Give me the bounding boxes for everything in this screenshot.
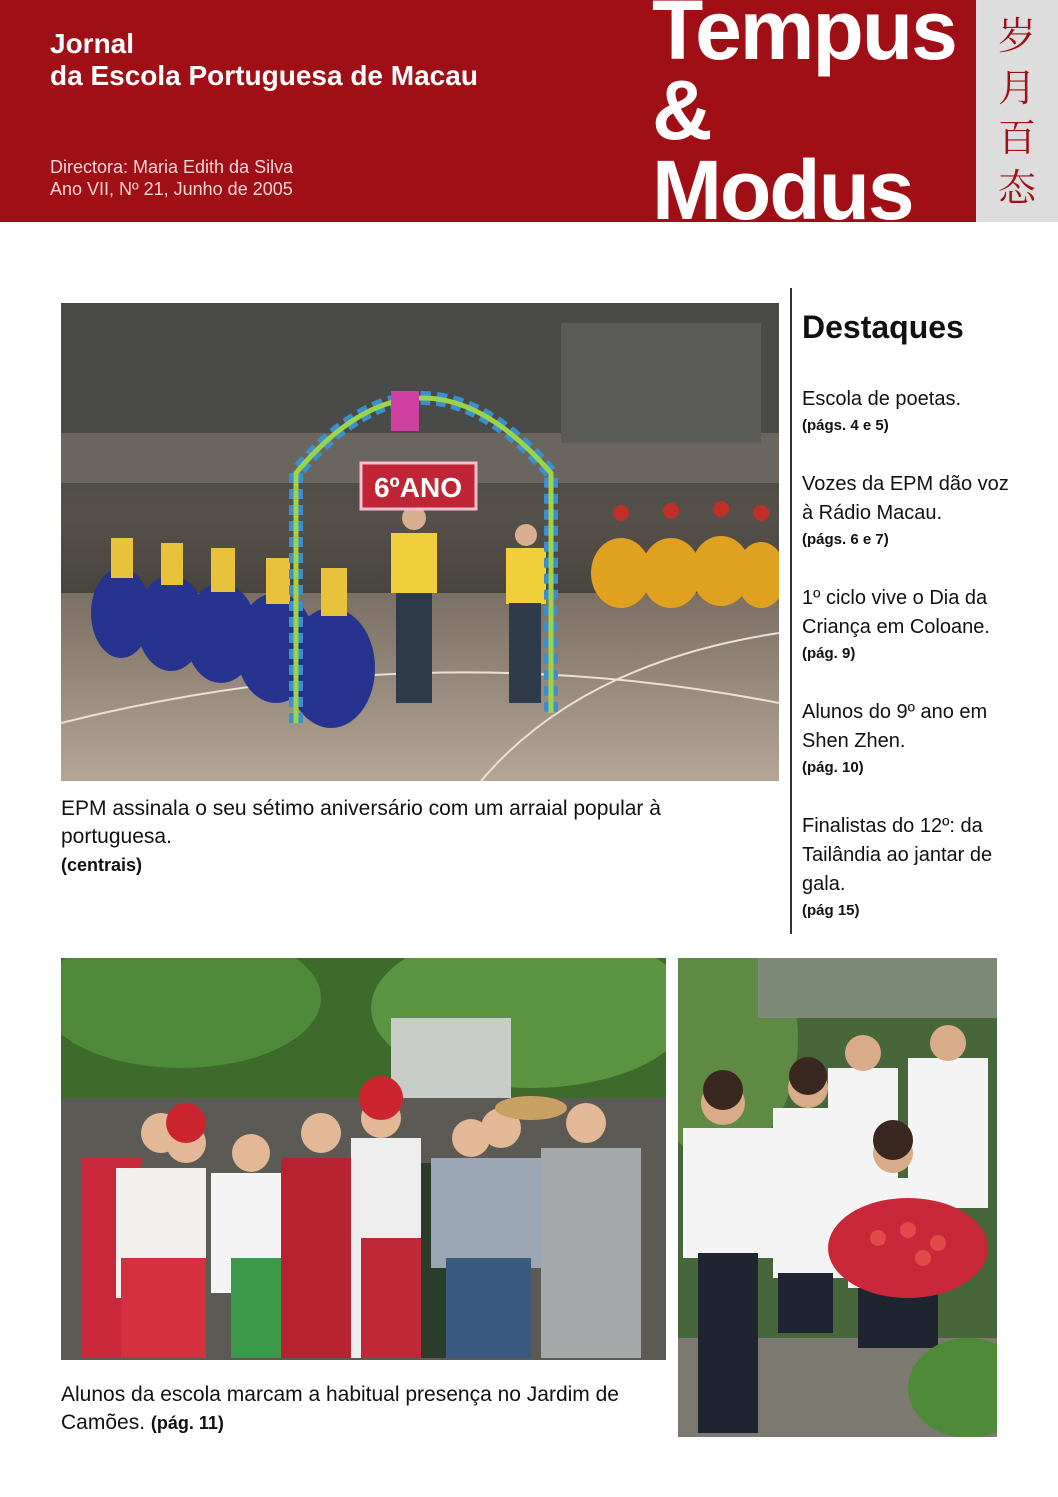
masthead [0, 0, 976, 222]
highlight-item [802, 385, 1012, 438]
highlight-page: (pág 15) [802, 902, 860, 919]
column-divider [790, 288, 792, 934]
highlight-text: Escola de poetas. [802, 388, 961, 410]
banner-text: 6ºANO [373, 472, 463, 503]
second-caption-text: Alunos da escola marcam a habitual presença no Jardim de Camões. [61, 1383, 619, 1434]
photo-procession [678, 958, 997, 1437]
chinese-char-2: 月 [997, 66, 1036, 110]
second-photo-caption [61, 1381, 666, 1437]
chinese-char-4: 态 [997, 166, 1036, 210]
second-caption-ref: (pág. 11) [150, 1413, 224, 1433]
main-photo-caption [61, 795, 761, 879]
highlight-text: Alunos do 9º ano em Shen Zhen. [802, 701, 988, 752]
highlight-page: (págs. 4 e 5) [802, 417, 889, 434]
highlight-text: Vozes da EPM dão voz à Rádio Macau. [802, 473, 1009, 524]
main-caption-text: EPM assinala o seu sétimo aniversário com um arraial popular à portuguesa. [61, 797, 661, 848]
chinese-char-3: 百 [997, 116, 1036, 160]
photo-jardim-camoes [61, 958, 666, 1360]
highlight-item [802, 470, 1012, 552]
highlight-item [802, 698, 1012, 780]
highlight-page: (pág. 9) [802, 645, 856, 662]
chinese-char-1: 岁 [997, 14, 1036, 58]
directora: Directora: Maria Edith da Silva [50, 157, 294, 177]
newspaper-title [648, 0, 976, 222]
highlight-page: (pág. 10) [802, 759, 864, 776]
title-modus: Modus [652, 143, 913, 222]
title-ampersand: & [652, 63, 711, 157]
chinese-title-panel [976, 0, 1058, 222]
highlight-item [802, 584, 1012, 666]
journal-name-line1: Jornal [50, 28, 135, 59]
main-photo-arraial [61, 303, 779, 781]
highlight-page: (págs. 6 e 7) [802, 531, 889, 548]
main-caption-ref: (centrais) [61, 855, 143, 875]
journal-name-line2: da Escola Portuguesa de Macau [50, 60, 478, 91]
highlight-text: 1º ciclo vive o Dia da Criança em Coloane. [802, 587, 990, 638]
highlights-title: Destaques [802, 309, 964, 345]
edition-number: Ano VII, Nº 21, Junho de 2005 [50, 179, 293, 199]
journal-name [50, 28, 478, 92]
highlight-item [802, 812, 1012, 923]
title-tempus: Tempus [652, 0, 956, 77]
edition-info [50, 156, 293, 200]
highlight-text: Finalistas do 12º: da Tailândia ao jantar de gala. [802, 815, 993, 895]
